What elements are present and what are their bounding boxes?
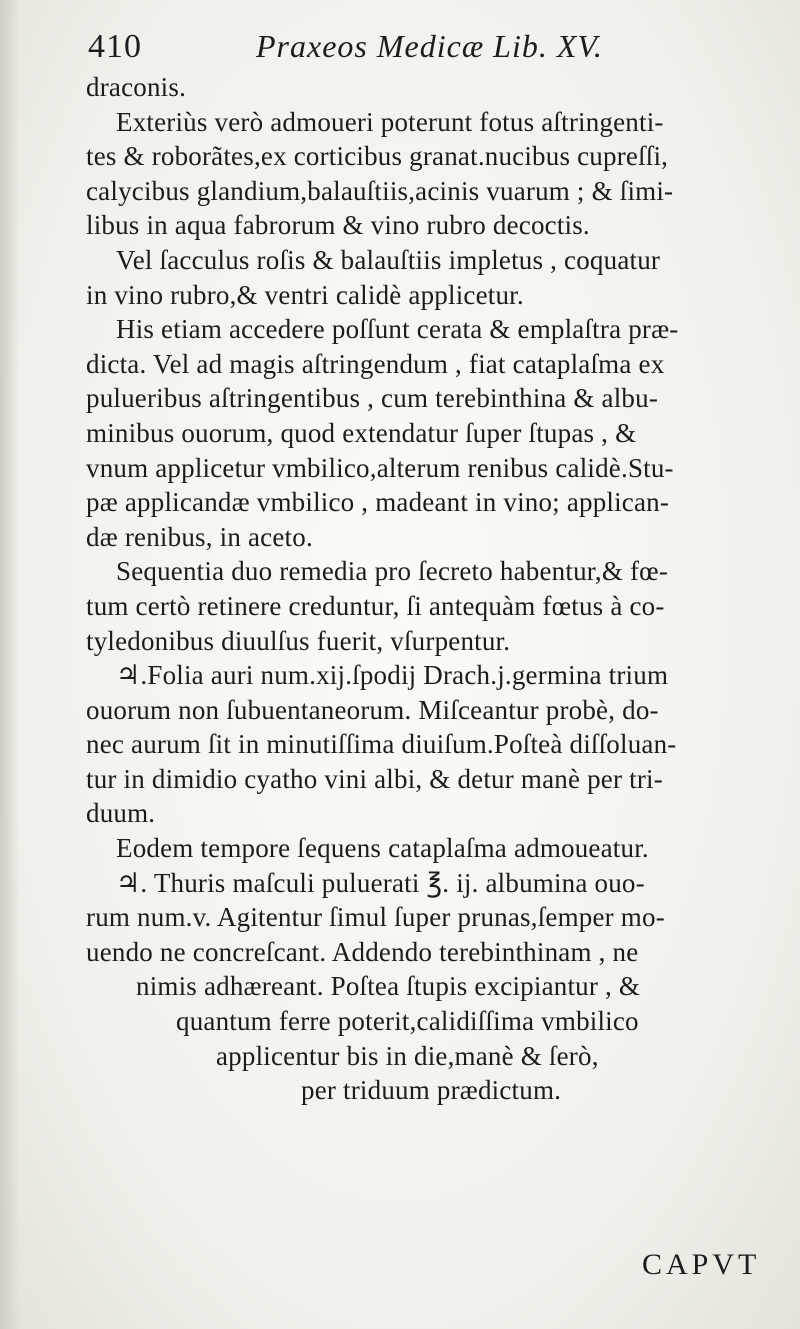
running-header — [88, 26, 688, 70]
text-line: tum certò retinere creduntur, ſi antequàm fœtus à co- — [86, 590, 665, 621]
text-line: libus in aqua fabrorum & vino rubro decoctis. — [86, 210, 590, 241]
text-line: quantum ferre poterit,calidiſſima vmbilico — [176, 1006, 639, 1037]
text-line: per triduum prædictum. — [301, 1075, 562, 1106]
page-number: 410 — [88, 28, 142, 65]
text-line: ♃. Thuris maſculi puluerati ℥. ij. albumina ouo- — [116, 867, 645, 898]
text-line: ♃.Folia auri num.xij.ſpodij Drach.j.germina trium — [116, 660, 669, 691]
text-line: uendo ne concreſcant. Addendo terebinthinam , ne — [86, 936, 639, 967]
text-line: Vel ſacculus roſis & balauſtiis impletus , coquatur — [116, 244, 661, 275]
text-line: Sequentia duo remedia pro ſecreto habentur,& fœ- — [116, 556, 669, 587]
text-line: pulueribus aſtringentibus , cum terebinthina & albu- — [86, 383, 659, 414]
text-line: rum num.v. Agitentur ſimul ſuper prunas,ſemper mo- — [86, 902, 665, 933]
text-line: ouorum non ſubuentaneorum. Miſceantur probè, do- — [86, 694, 659, 725]
text-line: pæ applicandæ vmbilico , madeant in vino; applican- — [86, 487, 670, 518]
text-line: minibus ouorum, quod extendatur ſuper ſtupas , & — [86, 417, 637, 448]
text-line: tur in dimidio cyatho vini albi, & detur manè per tri- — [86, 763, 663, 794]
text-line: Eodem tempore ſequens cataplaſma admoueatur. — [116, 833, 649, 864]
body-text — [86, 70, 776, 1108]
text-line: His etiam accedere poſſunt cerata & emplaſtra præ- — [116, 314, 679, 345]
text-line: applicentur bis in die,manè & ſerò, — [216, 1040, 599, 1071]
text-line: dæ renibus, in aceto. — [86, 521, 313, 552]
text-line: vnum applicetur vmbilico,alterum renibus calidè.Stu- — [86, 452, 674, 483]
page-edge-shadow — [0, 0, 20, 1329]
text-line: Exteriùs verò admoueri poterunt fotus aſtringenti- — [116, 106, 664, 137]
text-line: tyledonibus diuulſus fuerit, vſurpentur. — [86, 625, 511, 656]
text-line: nec aurum ſit in minutiſſima diuiſum.Poſteà diſſoluan- — [86, 729, 677, 760]
text-line: calycibus glandium,balauſtiis,acinis vuarum ; & ſimi- — [86, 175, 674, 206]
text-line: tes & roborãtes,ex corticibus granat.nucibus cupreſſi, — [86, 141, 669, 172]
running-title: Praxeos Medicæ Lib. XV. — [256, 28, 603, 64]
catchword: CAPVT — [642, 1248, 761, 1281]
text-line: nimis adhæreant. Poſtea ſtupis excipiantur , & — [136, 971, 641, 1002]
text-line: duum. — [86, 798, 156, 829]
text-line: in vino rubro,& ventri calidè applicetur. — [86, 279, 524, 310]
text-line: draconis. — [86, 72, 187, 102]
text-line: dicta. Vel ad magis aſtringendum , fiat cataplaſma ex — [86, 348, 665, 379]
